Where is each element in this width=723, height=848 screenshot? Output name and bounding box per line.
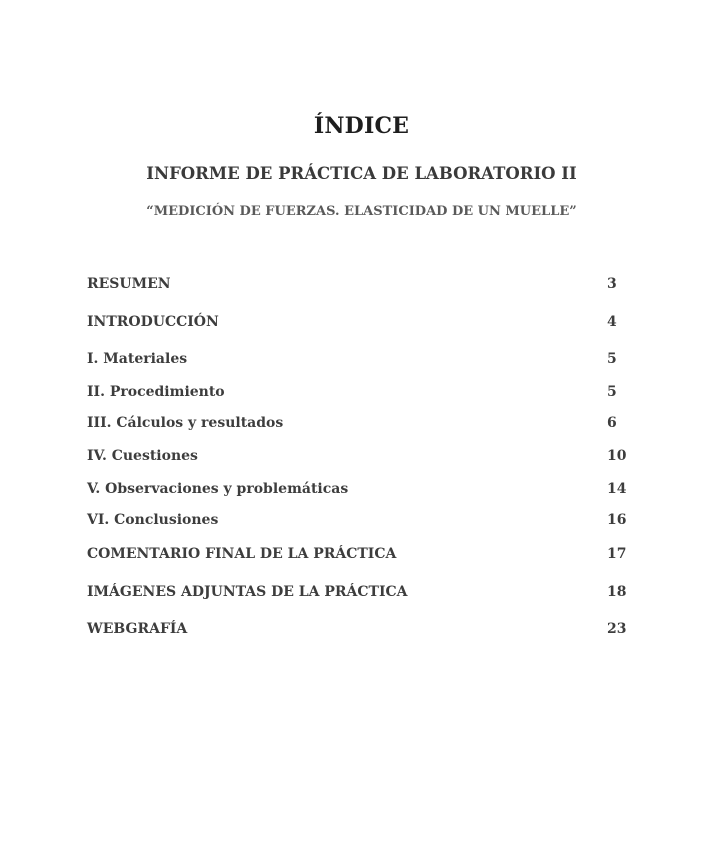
- toc-entry[interactable]: [87, 584, 637, 604]
- toc-entry-label: I. Materiales: [87, 351, 188, 367]
- toc-entry-label: IV. Cuestiones: [87, 448, 198, 464]
- toc-entry[interactable]: [87, 415, 637, 435]
- toc-entry[interactable]: [87, 384, 637, 404]
- toc-entry-page: 23: [607, 621, 627, 637]
- toc-entry-label: II. Procedimiento: [87, 384, 225, 400]
- toc-entry-page: 16: [607, 512, 627, 528]
- toc-entry-label: INTRODUCCIÓN: [87, 314, 219, 330]
- toc-entry-label: VI. Conclusiones: [87, 512, 219, 528]
- toc-entry-page: 5: [607, 351, 617, 367]
- toc-entry[interactable]: [87, 546, 637, 566]
- toc-entry-page: 14: [607, 481, 627, 497]
- toc-entry[interactable]: [87, 512, 637, 532]
- toc-entry-label: IMÁGENES ADJUNTAS DE LA PRÁCTICA: [87, 584, 408, 600]
- page-title: ÍNDICE: [313, 113, 410, 139]
- toc-entry[interactable]: [87, 276, 637, 296]
- toc-entry-page: 3: [607, 276, 617, 292]
- toc-entry-page: 6: [607, 415, 617, 431]
- toc-entry[interactable]: [87, 621, 637, 641]
- toc-entry-label: III. Cálculos y resultados: [87, 415, 284, 431]
- report-subtitle: INFORME DE PRÁCTICA DE LABORATORIO II: [146, 164, 577, 183]
- toc-entry-label: V. Observaciones y problemáticas: [87, 481, 349, 497]
- toc-entry-page: 4: [607, 314, 617, 330]
- toc-entry-page: 18: [607, 584, 627, 600]
- toc-entry-label: WEBGRAFÍA: [87, 621, 188, 637]
- toc-entry-page: 5: [607, 384, 617, 400]
- toc-entry[interactable]: [87, 314, 637, 334]
- toc-entry[interactable]: [87, 481, 637, 501]
- toc-entry-page: 17: [607, 546, 627, 562]
- toc-entry[interactable]: [87, 448, 637, 468]
- toc-entry-page: 10: [607, 448, 627, 464]
- toc-entry-label: RESUMEN: [87, 276, 171, 292]
- toc-entry[interactable]: [87, 351, 637, 371]
- toc-entry-label: COMENTARIO FINAL DE LA PRÁCTICA: [87, 546, 397, 562]
- practice-title: “MEDICIÓN DE FUERZAS. ELASTICIDAD DE UN MUELLE”: [146, 204, 577, 219]
